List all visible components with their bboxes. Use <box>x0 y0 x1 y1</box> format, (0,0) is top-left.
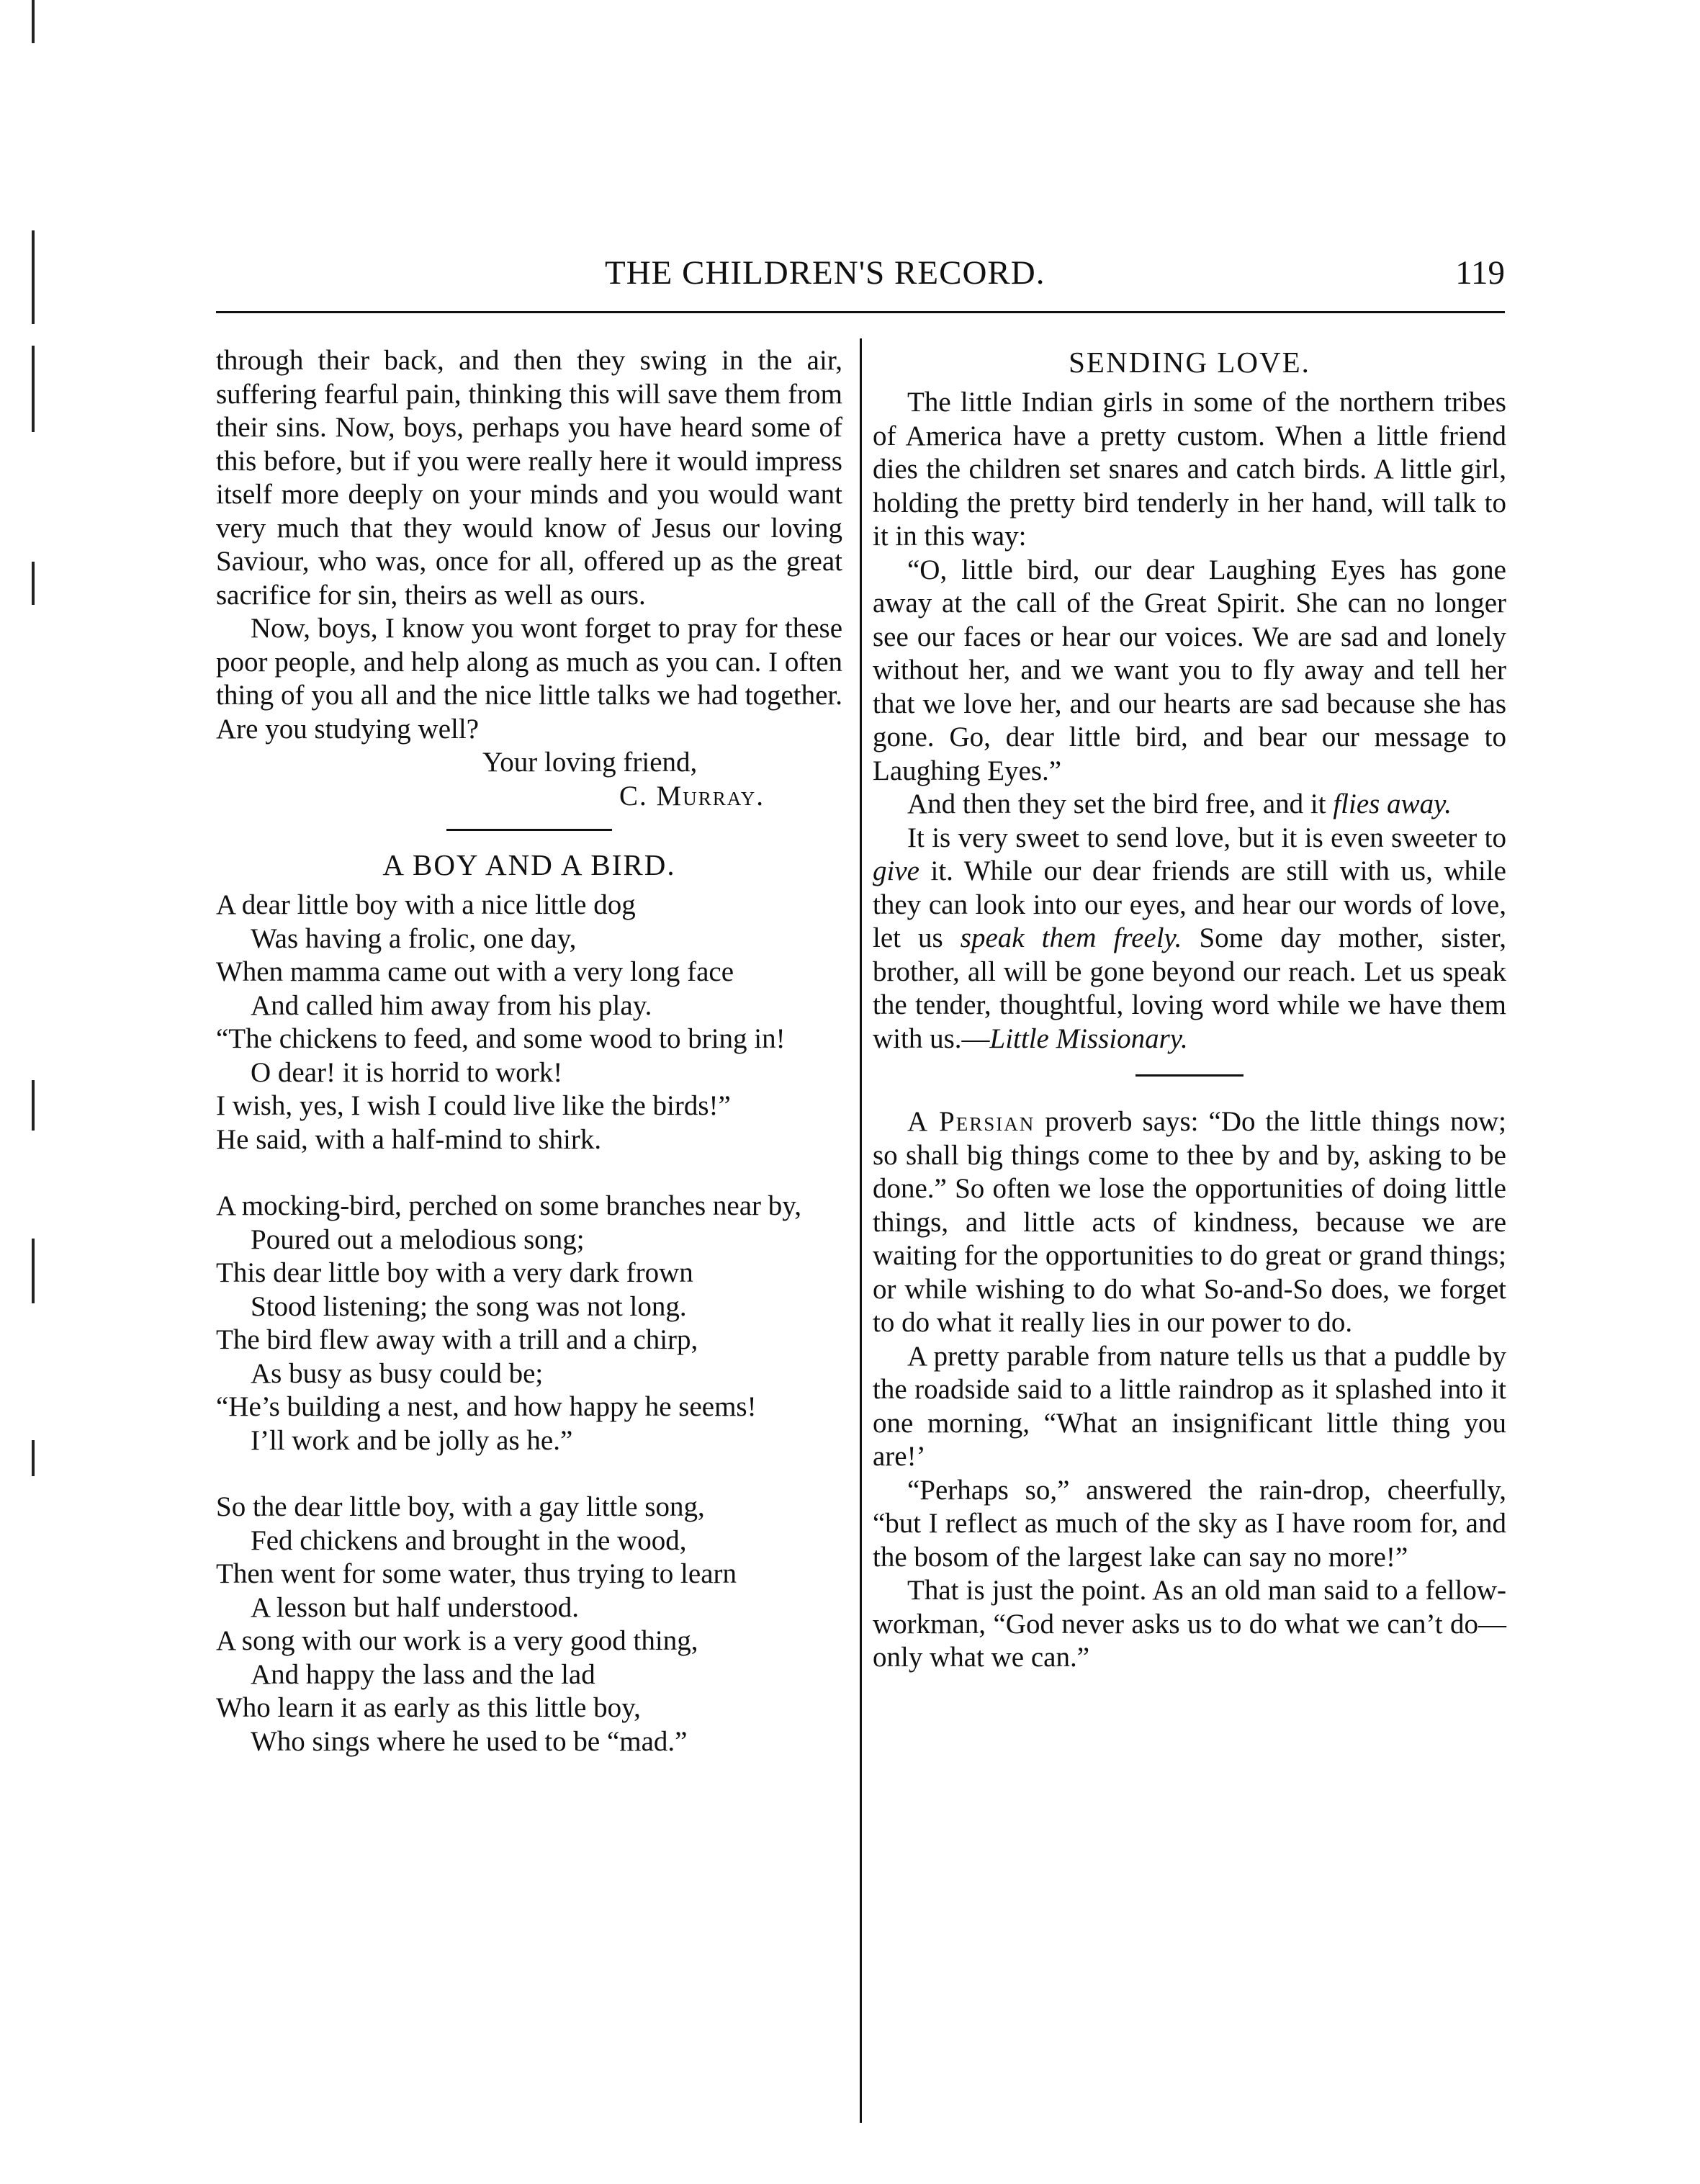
left-column <box>216 344 842 1758</box>
binding-mark <box>32 1080 35 1131</box>
parable-paragraph: “Perhaps so,” answered the rain-drop, cheerfully, “but I reflect as much of the sky as I have room for, and the bosom of the largest lake can say no more!” <box>873 1474 1506 1573</box>
poem-line: A dear little boy with a nice little dog <box>216 889 636 920</box>
poem-line: Was having a frolic, one day, <box>251 922 577 954</box>
sending-love-title: SENDING LOVE. <box>1069 346 1310 379</box>
closing-paragraph: That is just the point. As an old man said to a fellow-workman, “God never asks us to do what we can’t do—only what we can.” <box>873 1575 1506 1673</box>
poem-line: “The chickens to feed, and some wood to bring in! <box>216 1023 786 1054</box>
poem-line: A lesson but half understood. <box>251 1591 580 1623</box>
italic-text: speak them freely. <box>960 922 1182 953</box>
binding-mark <box>32 0 35 43</box>
sending-love-paragraph: The little Indian girls in some of the northern tribes of America have a pretty custom. When a little friend dies the children set snares and catch birds. A little girl, holding the pretty bird tenderly in her hand, will talk to it in this way: <box>873 387 1506 552</box>
poem-line: A song with our work is a very good thing, <box>216 1625 698 1656</box>
poem-line: And happy the lass and the lad <box>251 1658 595 1690</box>
poem-line: Stood listening; the song was not long. <box>251 1290 687 1322</box>
column-rule <box>860 338 862 2123</box>
italic-text: give <box>873 855 919 886</box>
poem-line: He said, with a half-mind to shirk. <box>216 1123 602 1155</box>
poem-line: O dear! it is horrid to work! <box>251 1056 563 1088</box>
text-run: A Persian <box>907 1106 1035 1137</box>
letter-paragraph: through their back, and then they swing in the air, suffering fearful pain, thinking this will save them from their sins. Now, boys, perhaps you have heard some of this before, but if you were really here it would impress itself more deeply on your minds and you would want very much that they would know of Jesus our loving Saviour, who was, once for all, offered up as the great sacrifice for sin, theirs as well as ours. <box>216 345 842 611</box>
poem-line: Poured out a melodious song; <box>251 1223 585 1255</box>
poem-line: Then went for some water, thus trying to learn <box>216 1558 737 1589</box>
poem-line: Fed chickens and brought in the wood, <box>251 1524 687 1556</box>
poem-line: I wish, yes, I wish I could live like the birds!” <box>216 1090 731 1121</box>
text-run: it. While our dear friends are still with us, while they can look into our eyes, and hear our words of love, let us <box>873 855 1506 953</box>
binding-mark <box>32 346 35 432</box>
sending-love-paragraph <box>873 554 1506 788</box>
letter <box>216 344 842 813</box>
poem-line: This dear little boy with a very dark frown <box>216 1257 693 1288</box>
quoted-message: “O, little bird, our dear Laughing Eyes has gone away at the call of the Great Spirit. She can no longer see our faces or hear our voices. We are sad and lonely without her, and we want you to fly away and tell her that we love her, and our hearts are sad because she has gone. Go, dear little bird, and bear our message to Laughing Eyes.” <box>873 554 1506 786</box>
running-header <box>216 253 1505 304</box>
binding-mark <box>32 562 35 605</box>
poem-stanza <box>216 1190 842 1457</box>
poem-line: And called him away from his play. <box>251 989 652 1021</box>
letter-signoff <box>216 746 842 813</box>
binding-mark <box>32 230 35 324</box>
poem-line: As busy as busy could be; <box>251 1357 544 1389</box>
parable-paragraph: A pretty parable from nature tells us that a puddle by the roadside said to a little raindrop as it splashed into it one morning, “What an insignificant little thing you are!’ <box>873 1340 1506 1472</box>
poem-line: “He’s building a nest, and how happy he seems! <box>216 1391 757 1422</box>
poem-line: So the dear little boy, with a gay little song, <box>216 1491 705 1522</box>
italic-text: flies away. <box>1333 788 1452 819</box>
section-divider <box>1135 1074 1243 1077</box>
text-run: Some day mother, sister, brother, all will be gone beyond our reach. Let us speak the tender, thoughtful, loving word while we have them with us.— <box>873 922 1506 1054</box>
poem-line: A mocking-bird, perched on some branches near by, <box>216 1190 801 1221</box>
letter-signature: C. Murray. <box>619 780 765 812</box>
poem-title: A BOY AND A BIRD. <box>382 848 676 881</box>
page-number: 119 <box>1455 254 1505 292</box>
text-run: It is very sweet to send love, but it is even sweeter to <box>907 822 1506 853</box>
source-citation: Little Missionary. <box>989 1023 1188 1054</box>
right-column <box>873 344 1506 1675</box>
poem-stanza <box>216 889 842 1156</box>
header-rule <box>216 311 1505 313</box>
poem-stanza <box>216 1491 842 1758</box>
poem <box>216 889 842 1758</box>
sending-love-paragraph <box>873 788 1506 822</box>
letter-paragraph: Now, boys, I know you wont forget to pray for these poor people, and help along as much as you can. I often thing of you all and the nice little talks we had together. Are you studying well? <box>216 613 842 745</box>
text-run: And then they set the bird free, and it <box>907 788 1334 819</box>
poem-line: Who sings where he used to be “mad.” <box>251 1725 688 1757</box>
poem-line: Who learn it as early as this little boy, <box>216 1692 641 1723</box>
letter-closing: Your loving friend, <box>482 747 698 778</box>
proverb-paragraph <box>873 1105 1506 1340</box>
poem-line: The bird flew away with a trill and a chirp, <box>216 1324 698 1355</box>
binding-mark <box>32 1440 35 1476</box>
binding-mark <box>32 1239 35 1303</box>
journal-title: THE CHILDREN'S RECORD. <box>605 254 1045 292</box>
section-divider <box>446 829 612 831</box>
text-run: proverb says: “Do the little things now; so shall big things come to thee by and by, asking to be done.” So often we lose the opportunities of doing little things, and little acts of kindness, because we are waiting for the opportunities to do great or grand things; or while wishing to do what So-and-So does, we forget to do what it really lies in our power to do. <box>873 1106 1506 1338</box>
poem-line: I’ll work and be jolly as he.” <box>251 1424 573 1456</box>
sending-love-paragraph <box>873 822 1506 1056</box>
poem-line: When mamma came out with a very long face <box>216 956 734 987</box>
